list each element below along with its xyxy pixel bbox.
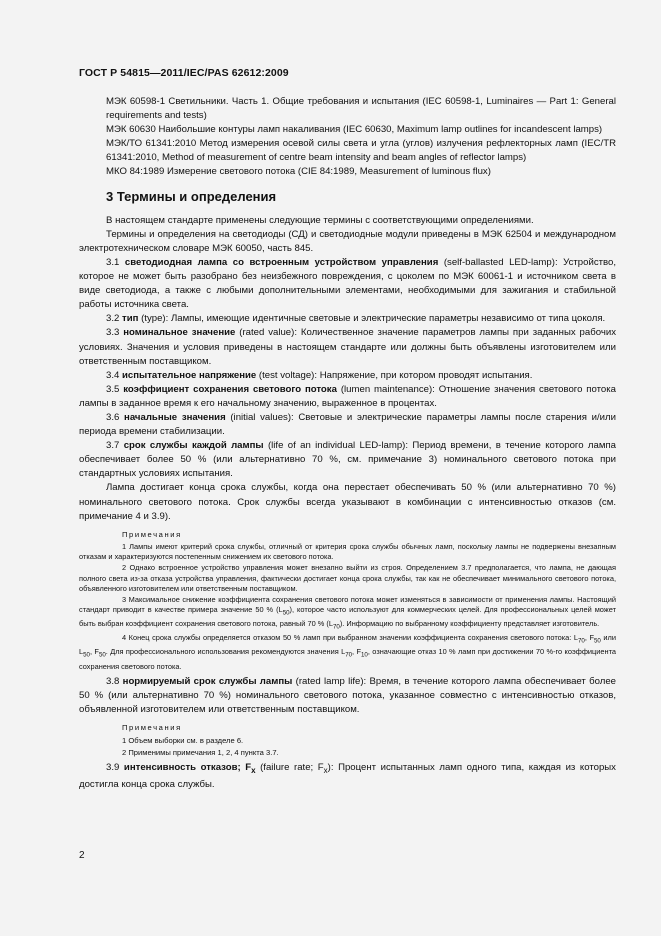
- term-definition: (lumen maintenance): Отношение значения светового потока лампы в заданное время к его начальному значению, выраженное в процентах.: [79, 383, 616, 409]
- term-definition: ): Процент испытанных ламп одного типа, каждая из которых достигла конца срока службы.: [79, 762, 616, 791]
- term-number: 3.4: [106, 369, 120, 381]
- reference-entry: МКО 84:1989 Измерение светового потока (CIE 84:1989, Measurement of luminous flux): [106, 166, 491, 178]
- term-definition: (life of an individual LED-lamp): Период времени, в течение которого лампа обеспечивает более 50 % (или альтернативно 70 %, см. примечание 3) номинального светового потока при стандартных условиях испытания.: [79, 440, 616, 480]
- term-definition: (self-ballasted LED-lamp): Устройство, которое не может быть разобрано без неизбежного повреждения, с цоколем по МЭК 60061-1 и источником света в виде светодиода, а также с любыми дополнительными элементами, необходимыми для зажигания и стабильной работы источника света.: [79, 256, 616, 311]
- term-name: тип: [122, 313, 139, 325]
- subscript: 50: [594, 637, 601, 645]
- subscript: 70: [345, 651, 353, 659]
- term-definition: (initial values): Световые и электрические параметры лампы после старения и/или периода времени стабилизации.: [79, 411, 617, 438]
- term-3-2: [79, 312, 616, 326]
- note-text: , F: [352, 647, 361, 657]
- note-2: 2 Применимы примечания 1, 2, 4 пункта 3.7.: [122, 747, 279, 757]
- subscript: 50: [98, 651, 106, 659]
- term-definition: (test voltage): Напряжение, при котором проводят испытания.: [256, 369, 533, 381]
- notes-heading: Примечания: [122, 723, 182, 733]
- note-text: 3 Максимальное снижение коэффициента сохранения светового потока может изменяться в зависимости от применения лампы. Настоящий стандарт приводит в качестве примера значение 50 % (L: [79, 594, 616, 615]
- subscript: 50: [282, 609, 290, 617]
- term-number: 3.7: [106, 440, 120, 452]
- reference-entry: МЭК 60598-1 Светильники. Часть 1. Общие требования и испытания (IEC 60598-1, Luminaires — Part 1: General requirements and tests): [106, 96, 616, 122]
- intro-paragraph: В настоящем стандарте применены следующие термины с соответствующими определениями.: [106, 214, 534, 226]
- reference-entry: МЭК 60630 Наибольшие контуры ламп накаливания (IEC 60630, Maximum lamp outlines for incandescent lamps): [106, 124, 603, 136]
- term-number: 3.5: [106, 383, 120, 395]
- term-name: коэффициент сохранения светового потока: [123, 383, 337, 395]
- term-3-3: [79, 326, 616, 368]
- term-number: 3.6: [106, 411, 120, 423]
- term-definition: (type): Лампы, имеющие идентичные световые и электрические параметры независимо от типа цоколя.: [138, 313, 606, 325]
- term-3-1: [79, 256, 616, 312]
- term-name-text: интенсивность отказов; F: [123, 762, 252, 774]
- term-3-9: [79, 761, 616, 792]
- page-number: 2: [79, 850, 85, 861]
- term-name: [123, 762, 256, 776]
- term-name: номинальное значение: [123, 327, 236, 339]
- note-1: 1 Лампы имеют критерий срока службы, отличный от критерия срока службы обычных ламп, поскольку лампы не подвержены внезапным отказам и характеризуются постепенным снижением их светового потока.: [79, 541, 616, 562]
- term-definition: (failure rate; F: [255, 762, 324, 774]
- term-definition: (rated value): Количественное значение параметров лампы при заданных рабочих условиях. Значения и условия приведены в настоящем стандарте или должны быть объявлены изготовителем или ответственным поставщиком.: [79, 327, 616, 367]
- term-number: 3.8: [106, 676, 120, 688]
- note-3: [79, 595, 616, 634]
- note-text: ). Информацию по выбранному коэффициенту представляет изготовитель.: [339, 619, 600, 629]
- note-text: или L: [79, 633, 617, 657]
- term-name: начальные значения: [124, 411, 226, 423]
- note-text: , F: [584, 633, 594, 643]
- term-3-8: [79, 675, 616, 717]
- term-3-5: [79, 383, 616, 411]
- term-name: срок службы каждой лампы: [123, 440, 264, 452]
- term-number: 3.3: [106, 327, 120, 339]
- notes-heading: Примечания: [122, 529, 182, 539]
- note-text: 4 Конец срока службы определяется отказом 50 % ламп при выбранном значении коэффициента сохранения светового потока: L: [122, 633, 578, 643]
- subscript: x: [323, 766, 328, 776]
- term-3-4: [79, 369, 616, 383]
- term-number: 3.9: [106, 762, 120, 774]
- page-body: [79, 95, 616, 792]
- note-1: 1 Объем выборки см. в разделе 6.: [122, 736, 244, 746]
- reference-entry: МЭК/ТО 61341:2010 Метод измерения осевой силы света и угла (углов) излучения рефлекторных ламп (IEC/TR 61341:2010, Method of measurement of centre beam intensity and beam angles of reflector lamps): [106, 138, 616, 164]
- document-header: ГОСТ Р 54815—2011/IEC/PAS 62612:2009: [79, 67, 289, 79]
- section-title: 3 Термины и определения: [106, 188, 277, 204]
- note-2: 2 Однако встроенное устройство управления может внезапно выйти из строя. Определением 3.7 предполагается, что лампа, не дающая полного света из-за отказа устройства управления, фактически достигает конца срока службы, так как не обеспечивает минимального светового потока, объявленного изготовителем или ответственным поставщиком.: [79, 562, 616, 594]
- note-text: ), которое часто используют для коммерческих целей. Для профессиональных целей может быть выбран коэффициент сохранения светового потока, равный 70 % (L: [79, 605, 616, 629]
- term-name: нормируемый срок службы лампы: [122, 676, 293, 688]
- term-name: светодиодная лампа со встроенным устройством управления: [124, 256, 439, 268]
- subscript: 10: [361, 651, 368, 659]
- note-text: . Для профессионального использования рекомендуются значения L: [105, 647, 346, 657]
- term-3-7: [79, 439, 616, 481]
- term-definition: (rated lamp life): Время, в течение которого лампа обеспечивает более 50 % (или альтернативно 70 %) номинального светового потока, указанное совместно с интенсивностью отказов, объявленной изготовителем или ответственным поставщиком.: [79, 676, 616, 716]
- term-number: 3.2: [106, 313, 120, 325]
- term-3-7-continuation: Лампа достигает конца срока службы, когда она перестает обеспечивать 50 % (или альтернативно 70 %) номинального светового потока. Срок службы всегда указывают в комбинации с интенсивностью отказов (см. примечание 4 и 3.9).: [79, 482, 616, 522]
- term-number: 3.1: [106, 256, 120, 268]
- term-3-6: [79, 411, 616, 439]
- term-name: испытательное напряжение: [122, 369, 257, 381]
- subscript: 50: [83, 651, 90, 659]
- subscript: x: [251, 766, 256, 776]
- subscript: 70: [332, 623, 340, 631]
- note-text: , означающие отказ 10 % ламп при достижении 70 %-го коэффициента сохранения светового потока.: [79, 647, 617, 671]
- intro-paragraph: Термины и определения на светодиоды (СД) и светодиодные модули приведены в МЭК 62504 и международном электротехническом словаре МЭК 60050, часть 845.: [79, 228, 616, 254]
- note-text: , F: [89, 647, 99, 657]
- note-4: [79, 633, 616, 672]
- subscript: 70: [578, 637, 585, 645]
